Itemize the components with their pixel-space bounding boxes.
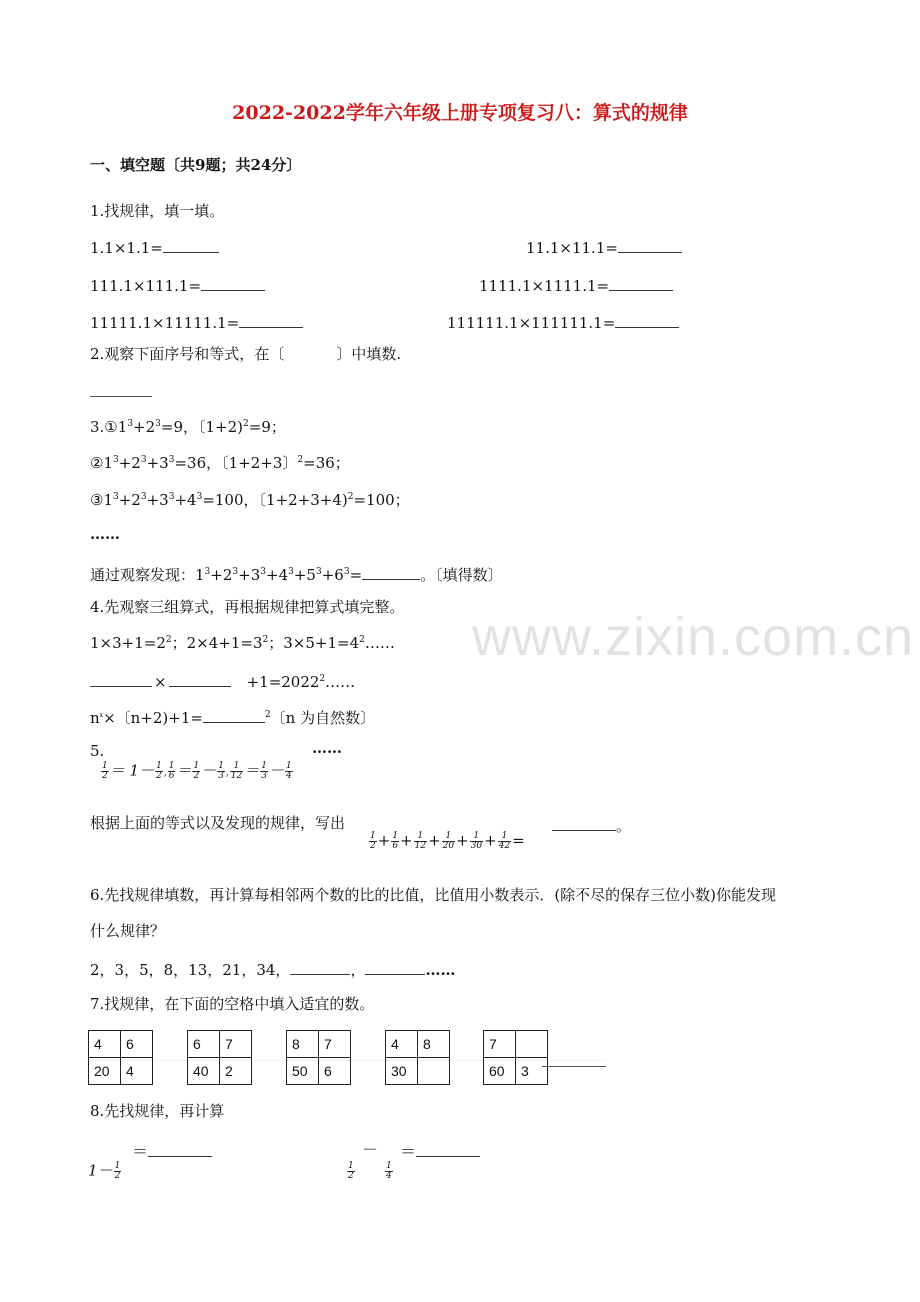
exponent: 3 (168, 492, 175, 502)
answer-blank[interactable] (163, 238, 219, 253)
grid-cell: 6 (319, 1058, 351, 1085)
grid-cell: 4 (121, 1058, 153, 1085)
exponent: 2 (262, 635, 269, 645)
fraction: $\frac{1}{3}$ (218, 761, 224, 781)
number-grid-2 (187, 1030, 252, 1085)
exponent: 2 (243, 419, 249, 429)
q5-sum-expression: $\frac{1}{2}$ + $\frac{1}{6}$ + $\frac{1}{12}$ + $\frac{1}{20}$ + $\frac{1}{30}$ + $\frac{1}{42}$ = (370, 831, 525, 851)
ellipsis: …… (312, 739, 342, 757)
fraction: $\frac{1}{4}$ (386, 1161, 392, 1181)
q1-expr: 111.1×111.1= (90, 277, 202, 295)
q3-part: +3 (146, 491, 169, 509)
answer-blank[interactable] (552, 816, 616, 831)
grid-cell: 7 (220, 1031, 252, 1058)
q3-part: =36； (303, 454, 350, 472)
exponent: 3 (113, 455, 119, 465)
q1-expr: 111111.1×111111.1= (447, 314, 616, 332)
q3-part: =100； (353, 491, 410, 509)
fraction: $\frac{1}{2}$ (370, 831, 376, 851)
answer-blank[interactable] (90, 672, 152, 687)
exponent: 2 (165, 635, 172, 645)
q6-part: 2，3，5，8，13，21，34， (90, 961, 291, 979)
q7-stem: 7.找规律，在下面的空格中填入适宜的数。 (90, 995, 375, 1013)
q3-line3 (90, 493, 410, 508)
exponent: 2 (347, 492, 354, 502)
exponent: 2 (359, 635, 365, 645)
answer-blank[interactable] (615, 313, 679, 328)
q3-line1 (90, 420, 286, 435)
q1-row2-left (90, 276, 265, 294)
section-heading: 一、填空题〔共9题；共24分〕 (90, 156, 302, 174)
q3-part: ③1 (90, 491, 113, 509)
q3-part: +4 (174, 491, 197, 509)
number-grid-1 (88, 1030, 153, 1085)
fraction: $\frac{1}{6}$ (168, 761, 175, 781)
answer-blank[interactable] (201, 276, 265, 291)
grid-cell: 7 (484, 1031, 516, 1058)
q4-stem: 4.先观察三组算式，再根据规律把算式填完整。 (90, 598, 405, 616)
answer-blank[interactable] (542, 1066, 606, 1067)
fraction: $\frac{1}{2}$ (348, 1161, 354, 1181)
answer-blank[interactable] (203, 708, 265, 723)
exponent: 3 (288, 567, 294, 577)
fraction: $\frac{1}{3}$ (261, 761, 267, 781)
equals-sign: ＝ (132, 1142, 149, 1161)
grid-cell: 7 (319, 1031, 351, 1058)
exponent: 3 (168, 455, 175, 465)
exponent: 3 (196, 492, 203, 502)
answer-blank[interactable] (362, 565, 420, 580)
answer-blank[interactable] (239, 313, 303, 328)
grid-cell: 20 (89, 1058, 121, 1085)
q4-part: +1=2022 (246, 673, 320, 691)
answer-blank[interactable] (290, 960, 350, 975)
fraction: $\frac{1}{6}$ (392, 831, 399, 851)
q8-minus: － (362, 1140, 379, 1159)
q6-sequence (90, 960, 455, 978)
exponent: 2 (264, 710, 271, 720)
fraction: $\frac{1}{30}$ (470, 831, 483, 851)
answer-blank[interactable] (618, 238, 682, 253)
q5-pattern-equation: $\frac{1}{2}$ ＝ 1－ $\frac{1}{2}$ , $\frac{1}{6}$ ＝ $\frac{1}{2}$ － $\frac{1}{3}$ , $\frac{1}{12}$ ＝ $\frac{1}{3}$ － $\frac{1}{4}$ (102, 761, 292, 781)
q6-part: …… (425, 961, 456, 979)
grid-cell: 4 (386, 1031, 418, 1058)
exponent: 3 (232, 567, 239, 577)
q1-expr: 1111.1×1111.1= (479, 277, 610, 295)
q1-stem: 1.找规律，填一填。 (90, 202, 225, 220)
q2-text-end: 〕中填数. (336, 345, 402, 363)
answer-blank[interactable] (90, 396, 152, 397)
q3-part: +2 (118, 454, 141, 472)
q3-part: +2 (133, 418, 156, 436)
grid-cell: 4 (89, 1031, 121, 1058)
fraction: $\frac{1}{2}$ (114, 1161, 121, 1181)
q5-instruction: 根据上面的等式以及发现的规律，写出 (90, 814, 346, 832)
q4-part: ；3×5+1=4 (268, 634, 360, 652)
answer-blank[interactable] (609, 276, 673, 291)
q6-line1: 6.先找规律填数，再计算每相邻两个数的比的比值，比值用小数表示．(除不尽的保存三位小数)你能发现 (90, 886, 777, 904)
fraction: $\frac{1}{12}$ (414, 831, 427, 851)
q4-part: ×〔n+2)+1= (103, 709, 203, 727)
answer-blank[interactable] (416, 1142, 480, 1157)
q3-part: 。〔填得数〕 (420, 566, 503, 584)
q2-text: 2.观察下面序号和等式，在〔 (90, 345, 285, 363)
fraction: $\frac{1}{12}$ (230, 761, 243, 781)
exponent: 3 (140, 455, 147, 465)
fraction: $\frac{1}{4}$ (286, 761, 292, 781)
q3-part: =9，〔1+2) (160, 418, 244, 436)
exponent: 2 (297, 455, 304, 465)
fraction: $\frac{1}{2}$ (193, 761, 200, 781)
exponent: 3 (155, 419, 161, 429)
q8-equals-1 (132, 1142, 212, 1160)
number-grid-3 (286, 1030, 351, 1085)
grid-cell-empty[interactable] (516, 1031, 548, 1058)
exponent: 3 (260, 567, 266, 577)
q8-fraction-a (346, 1162, 356, 1181)
q3-part: =100，〔1+2+3+4) (202, 491, 348, 509)
q3-part: =9； (248, 418, 286, 436)
q4-part: …… (325, 673, 356, 691)
q4-fill-line (90, 672, 355, 690)
q1-row3-right (447, 313, 679, 331)
q5-number: 5. (90, 742, 105, 760)
q8-expression-1: 1－ $\frac{1}{2}$ (88, 1161, 121, 1181)
exponent: 3 (140, 492, 147, 502)
grid-cell: 8 (287, 1031, 319, 1058)
grid-cell: 6 (188, 1031, 220, 1058)
grid-cell: 60 (484, 1058, 516, 1085)
equals-sign: ＝ (400, 1142, 417, 1161)
q6-line2: 什么规律？ (90, 922, 166, 940)
number-grid-4 (385, 1030, 450, 1085)
grid-cell: 50 (287, 1058, 319, 1085)
exponent: 3 (343, 567, 350, 577)
q4-part: × (154, 673, 167, 691)
q3-part: =36，〔1+2+3〕 (174, 454, 298, 472)
q4-part: …… (364, 634, 395, 652)
exponent: 3 (113, 492, 119, 502)
q3-part: +2 (118, 491, 141, 509)
exponent: 3 (127, 419, 134, 429)
q6-part: ， (350, 961, 366, 979)
answer-blank[interactable] (365, 960, 425, 975)
q4-part: 1×3+1=2 (90, 634, 166, 652)
q1-expr: 11.1×11.1= (526, 239, 618, 257)
q8-stem: 8.先找规律，再计算 (90, 1102, 225, 1120)
q3-part: +6 (321, 566, 344, 584)
q8-equals-2 (400, 1142, 480, 1160)
q4-general (90, 708, 375, 726)
fraction: $\frac{1}{42}$ (498, 831, 511, 851)
grid-cell: 3 (516, 1058, 548, 1085)
q4-part: ；2×4+1=3 (171, 634, 263, 652)
q3-part: +4 (266, 566, 289, 584)
watermark: www.zixin.com.cn (472, 607, 915, 667)
grid-cell: 8 (418, 1031, 450, 1058)
exponent: x (99, 712, 104, 719)
q3-finding (90, 565, 503, 583)
grid-cell: 6 (121, 1031, 153, 1058)
q2-stem (90, 347, 401, 362)
q8-fraction-b (384, 1162, 394, 1181)
q3-line2 (90, 456, 350, 471)
q4-part: n (90, 709, 100, 727)
q1-expr: 11111.1×11111.1= (90, 314, 240, 332)
fraction: $\frac{1}{2}$ (102, 761, 108, 781)
exponent: 3 (315, 567, 322, 577)
q1-row3-left (90, 313, 303, 331)
q4-examples (90, 636, 395, 651)
grid-cell: 40 (188, 1058, 220, 1085)
q1-row2-right (479, 276, 673, 294)
q3-part: +2 (210, 566, 233, 584)
grid-cell: 2 (220, 1058, 252, 1085)
q1-expr: 1.1×1.1= (90, 239, 163, 257)
ellipsis: …… (90, 525, 120, 543)
q3-part: = (349, 566, 363, 584)
q3-part: 3.①1 (90, 418, 128, 436)
grid-cell: 30 (386, 1058, 418, 1085)
q3-part: ②1 (90, 454, 113, 472)
q1-row1-right (526, 238, 682, 256)
q3-part: +5 (293, 566, 316, 584)
q4-part: 〔n 为自然数〕 (270, 709, 376, 727)
q5-answer (552, 816, 631, 834)
exponent: 2 (319, 674, 326, 684)
q5-end: 。 (616, 817, 632, 835)
grid-cell-empty[interactable] (418, 1058, 450, 1085)
answer-blank[interactable] (169, 672, 231, 687)
exponent: 3 (204, 567, 211, 577)
q3-part: +3 (146, 454, 169, 472)
fraction: $\frac{1}{20}$ (442, 831, 455, 851)
q3-part: +3 (238, 566, 261, 584)
fraction: $\frac{1}{2}$ (156, 761, 162, 781)
page-title: 2022-2022学年六年级上册专项复习八：算式的规律 (232, 102, 688, 124)
q3-part: 通过观察发现：1 (90, 566, 205, 584)
q1-row1-left (90, 238, 219, 256)
answer-blank[interactable] (148, 1142, 212, 1157)
number-grid-5 (483, 1030, 548, 1085)
